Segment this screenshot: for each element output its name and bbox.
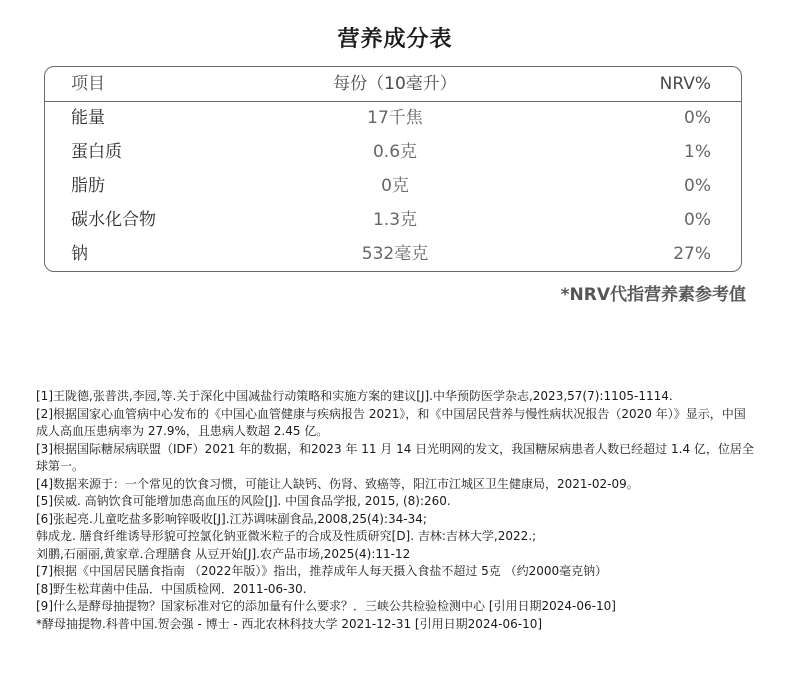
- references-list: [36, 388, 756, 633]
- row-item: 碳水化合物: [71, 210, 156, 230]
- table-row: [45, 135, 741, 169]
- row-item: 能量: [71, 108, 105, 128]
- reference-item: [6]张起亮.儿童吃盐多影响锌吸收[J].江苏调味副食品,2008,25(4):34-34;: [36, 511, 427, 526]
- row-nrv: 27%: [673, 244, 711, 264]
- reference-item: 刘鹏,石丽丽,黄家章.合理膳食 从豆开始[J].农产品市场,2025(4):11-12: [36, 546, 411, 561]
- reference-item: [7]根据《中国居民膳食指南 （2022年版）》指出，推荐成年人每天摄入食盐不超过 5克 （约2000毫克钠）: [36, 564, 608, 578]
- row-nrv: 0%: [684, 108, 711, 128]
- row-amount: 1.3克: [372, 210, 418, 230]
- reference-item: [5]侯威. 高钠饮食可能增加患高血压的风险[J]. 中国食品学报, 2015, (8):260.: [36, 494, 451, 508]
- nrv-footnote: *NRV代指营养素参考值: [560, 285, 746, 305]
- table-row: [45, 203, 741, 237]
- row-amount: 17千焦: [367, 108, 423, 128]
- row-amount: 0.6克: [372, 142, 418, 162]
- row-amount: 0克: [381, 176, 409, 196]
- header-per-serving: 每份（10毫升）: [333, 74, 457, 94]
- row-amount: 532毫克: [361, 244, 429, 264]
- table-row: [45, 101, 741, 135]
- page-title: 营养成分表: [337, 27, 453, 52]
- reference-item: *酵母抽提物.科普中国.贺会强 - 博士 - 西北农林科技大学 2021-12-31 [引用日期2024-06-10]: [36, 616, 543, 631]
- row-nrv: 0%: [684, 176, 711, 196]
- row-nrv: 1%: [684, 142, 711, 162]
- row-item: 钠: [71, 244, 88, 264]
- reference-item: [3]根据国际糖尿病联盟（IDF）2021 年的数据，和2023 年 11 月 14 日光明网的发文，我国糖尿病患者人数已经超过 1.4 亿，位居全球第一。: [36, 441, 754, 473]
- reference-item: [4]数据来源于：一个常见的饮食习惯，可能让人缺钙、伤肾、致癌等，阳江市江城区卫生健康局，2021-02-09。: [36, 476, 639, 491]
- row-nrv: 0%: [684, 210, 711, 230]
- reference-item: [2]根据国家心血管病中心发布的《中国心血管健康与疾病报告 2021》，和《中国居民营养与慢性病状况报告（2020 年）》显示，中国成人高血压患病率为 27.9%，且患病人数超 2.45 亿。: [36, 406, 746, 438]
- reference-item: [1]王陇德,张普洪,李园,等.关于深化中国减盐行动策略和实施方案的建议[J].中华预防医学杂志,2023,57(7):1105-1114.: [36, 389, 673, 403]
- table-row: [45, 237, 741, 271]
- nutrition-table: [44, 66, 742, 272]
- header-nrv: NRV%: [659, 74, 711, 94]
- reference-item: [9]什么是酵母抽提物？国家标准对它的添加量有什么要求？．三峡公共检验检测中心 [引用日期2024-06-10]: [36, 599, 616, 613]
- row-item: 脂肪: [71, 176, 105, 196]
- reference-item: [8]野生松茸菌中佳品．中国质检网．2011-06-30.: [36, 581, 307, 596]
- table-row: [45, 169, 741, 203]
- reference-item: 韩成龙. 膳食纤维诱导形貌可控氯化钠亚微米粒子的合成及性质研究[D]. 吉林:吉林大学,2022.;: [36, 529, 537, 543]
- table-header: [45, 67, 741, 102]
- row-item: 蛋白质: [71, 142, 122, 162]
- header-item: 项目: [71, 74, 105, 94]
